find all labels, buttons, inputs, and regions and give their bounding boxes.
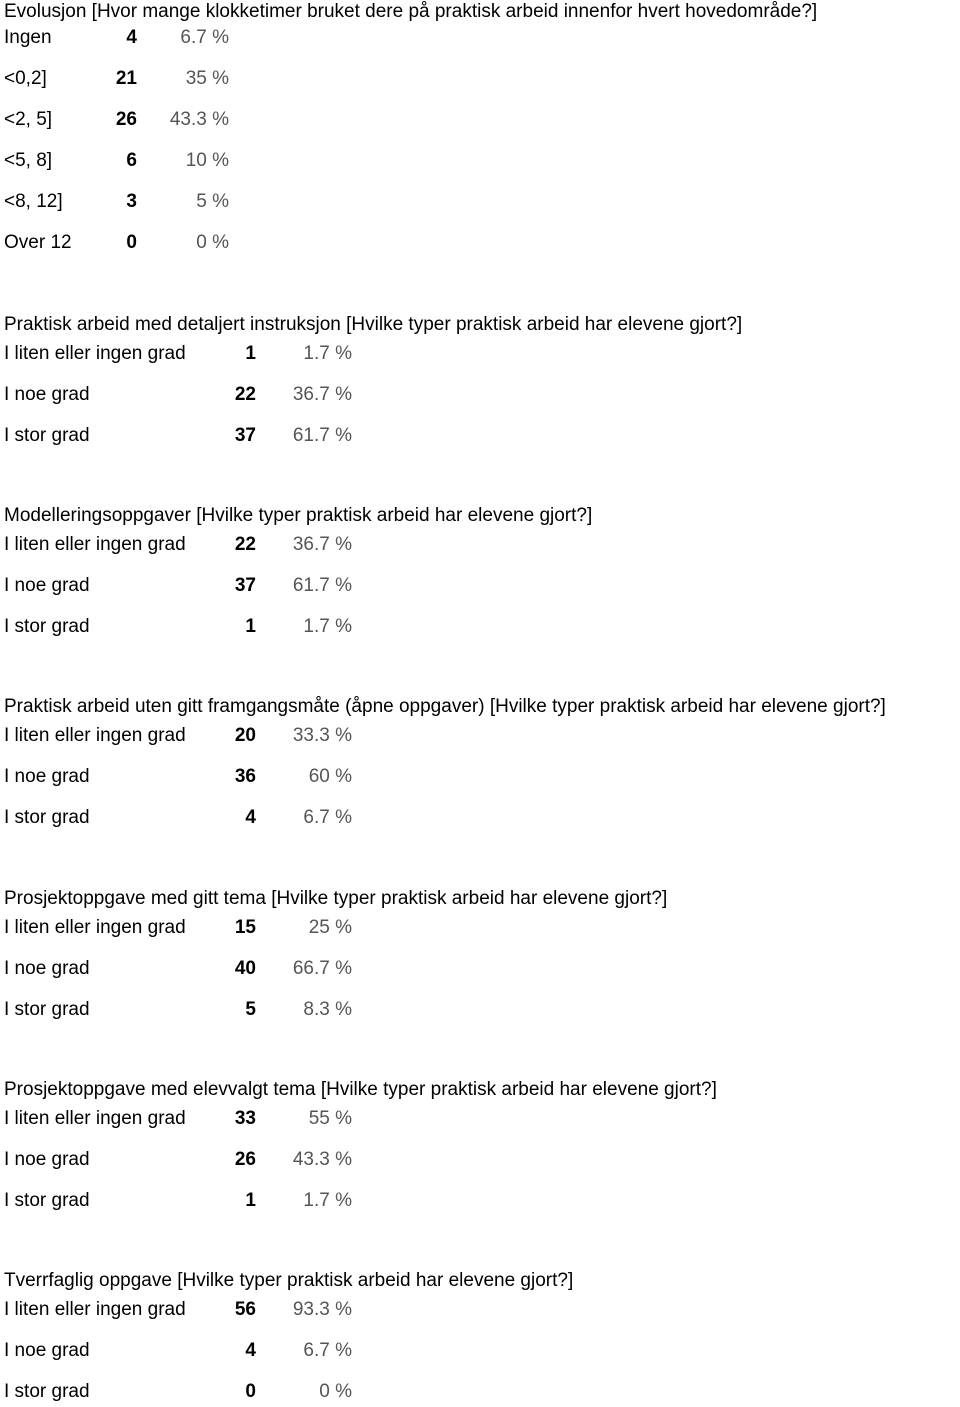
row-percent: 61.7 %	[292, 425, 352, 446]
row-count: 0	[245, 1381, 256, 1402]
row-percent: 43.3 %	[292, 1149, 352, 1170]
row-count: 15	[234, 917, 256, 938]
row-label: I liten eller ingen grad	[4, 917, 186, 938]
row-count: 1	[245, 1190, 256, 1211]
row-label: I liten eller ingen grad	[4, 725, 186, 746]
row-percent: 0 %	[319, 1381, 352, 1402]
row-count: 22	[234, 534, 256, 555]
row-label: I noe grad	[4, 1149, 90, 1170]
section-title: Praktisk arbeid uten gitt framgangsmåte (åpne oppgaver) [Hvilke typer praktisk arbeid har elevene gjort?]	[4, 696, 886, 717]
row-count: 21	[115, 68, 137, 89]
row-count: 26	[115, 109, 137, 130]
row-label: <8, 12]	[4, 191, 63, 212]
row-count: 36	[234, 766, 256, 787]
row-label: I noe grad	[4, 958, 90, 979]
section-title: Prosjektoppgave med gitt tema [Hvilke typer praktisk arbeid har elevene gjort?]	[4, 888, 668, 909]
row-count: 1	[245, 343, 256, 364]
row-percent: 93.3 %	[292, 1299, 352, 1320]
row-percent: 6.7 %	[303, 807, 352, 828]
row-label: I liten eller ingen grad	[4, 1299, 186, 1320]
row-count: 3	[126, 191, 137, 212]
row-label: I noe grad	[4, 1340, 90, 1361]
row-count: 1	[245, 616, 256, 637]
row-label: I liten eller ingen grad	[4, 343, 186, 364]
row-label: I stor grad	[4, 1190, 90, 1211]
row-percent: 1.7 %	[303, 343, 352, 364]
row-percent: 25 %	[308, 917, 352, 938]
row-percent: 5 %	[196, 191, 229, 212]
row-label: <0,2]	[4, 68, 47, 89]
row-count: 4	[245, 807, 256, 828]
section-title: Evolusjon [Hvor mange klokketimer bruket dere på praktisk arbeid innenfor hvert hovedområde?]	[4, 1, 818, 22]
row-label: I liten eller ingen grad	[4, 534, 186, 555]
section-title: Praktisk arbeid med detaljert instruksjon [Hvilke typer praktisk arbeid har elevene gjort?]	[4, 314, 743, 335]
row-label: Ingen	[4, 27, 52, 48]
row-count: 37	[234, 425, 256, 446]
row-percent: 60 %	[308, 766, 352, 787]
row-label: <2, 5]	[4, 109, 53, 130]
row-label: <5, 8]	[4, 150, 53, 171]
row-count: 56	[234, 1299, 256, 1320]
row-count: 22	[234, 384, 256, 405]
row-percent: 1.7 %	[303, 1190, 352, 1211]
row-percent: 6.7 %	[303, 1340, 352, 1361]
row-label: I noe grad	[4, 766, 90, 787]
section-title: Prosjektoppgave med elevvalgt tema [Hvilke typer praktisk arbeid har elevene gjort?]	[4, 1079, 717, 1100]
row-count: 33	[234, 1108, 256, 1129]
row-count: 5	[245, 999, 256, 1020]
row-count: 6	[126, 150, 137, 171]
row-count: 4	[245, 1340, 256, 1361]
row-percent: 61.7 %	[292, 575, 352, 596]
row-count: 37	[234, 575, 256, 596]
row-label: I noe grad	[4, 384, 90, 405]
row-label: I stor grad	[4, 616, 90, 637]
row-count: 26	[234, 1149, 256, 1170]
row-count: 0	[126, 232, 137, 253]
row-label: I stor grad	[4, 425, 90, 446]
row-percent: 6.7 %	[180, 27, 229, 48]
section-title: Modelleringsoppgaver [Hvilke typer praktisk arbeid har elevene gjort?]	[4, 505, 593, 526]
row-count: 20	[234, 725, 256, 746]
row-percent: 35 %	[185, 68, 229, 89]
row-percent: 8.3 %	[303, 999, 352, 1020]
row-label: I noe grad	[4, 575, 90, 596]
row-percent: 10 %	[185, 150, 229, 171]
row-percent: 66.7 %	[292, 958, 352, 979]
row-label: I stor grad	[4, 807, 90, 828]
row-label: I liten eller ingen grad	[4, 1108, 186, 1129]
row-percent: 33.3 %	[292, 725, 352, 746]
row-count: 4	[126, 27, 137, 48]
row-percent: 36.7 %	[292, 384, 352, 405]
row-percent: 36.7 %	[292, 534, 352, 555]
row-label: I stor grad	[4, 999, 90, 1020]
row-percent: 55 %	[308, 1108, 352, 1129]
row-percent: 0 %	[196, 232, 229, 253]
row-label: I stor grad	[4, 1381, 90, 1402]
row-label: Over 12	[4, 232, 72, 253]
row-count: 40	[234, 958, 256, 979]
row-percent: 43.3 %	[169, 109, 229, 130]
section-title: Tverrfaglig oppgave [Hvilke typer praktisk arbeid har elevene gjort?]	[4, 1270, 574, 1291]
row-percent: 1.7 %	[303, 616, 352, 637]
